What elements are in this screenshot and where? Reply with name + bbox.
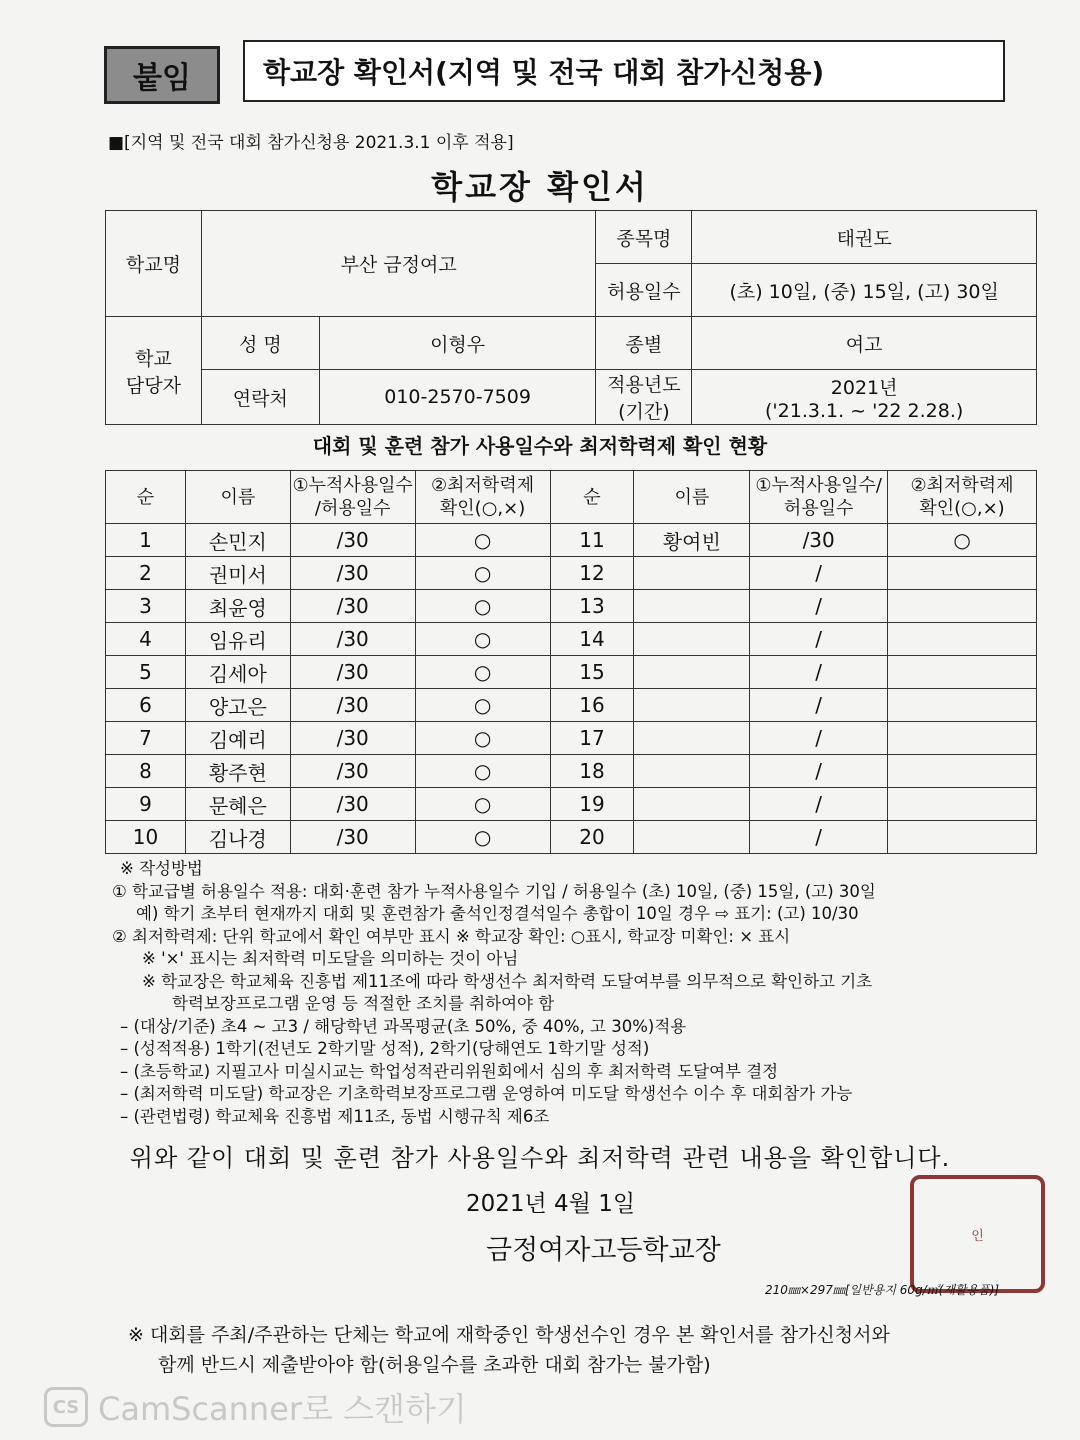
student-name-cell — [634, 656, 750, 689]
academic-check-cell — [888, 656, 1037, 689]
used-days-cell: /30 — [290, 623, 415, 656]
row-number-cell: 14 — [550, 623, 634, 656]
col-header-days-right-line1: ①누적사용일수/ — [755, 475, 882, 496]
year-value-cell — [692, 370, 1037, 425]
manager-label-line1: 학교 — [135, 347, 172, 370]
used-days-cell: /30 — [290, 821, 415, 854]
table-row — [106, 590, 1037, 623]
student-name-cell — [634, 689, 750, 722]
academic-check-cell: ○ — [415, 590, 550, 623]
academic-check-cell: ○ — [415, 821, 550, 854]
footer-note-line1: ※ 대회를 주최/주관하는 단체는 학교에 재학중인 학생선수인 경우 본 확인서를 참가신청서와 — [128, 1324, 890, 1346]
year-label — [596, 370, 692, 425]
academic-check-cell: ○ — [415, 623, 550, 656]
row-number-cell: 4 — [106, 623, 186, 656]
academic-check-cell — [888, 755, 1037, 788]
student-name-cell — [634, 821, 750, 854]
used-days-cell: /30 — [750, 524, 888, 557]
table-header-row — [106, 471, 1037, 524]
document-title: 학교장 확인서 — [431, 168, 649, 206]
note-item: – (최저학력 미도달) 학교장은 기초학력보장프로그램 운영하여 미도달 학생선수 이수 후 대회참가 가능 — [120, 1084, 853, 1103]
used-days-cell: /30 — [290, 524, 415, 557]
note-item: ※ '×' 표시는 최저학력 미도달을 의미하는 것이 아님 — [142, 949, 519, 968]
student-name-cell: 문혜은 — [185, 788, 290, 821]
used-days-cell: / — [750, 656, 888, 689]
manager-label — [106, 317, 202, 425]
used-days-cell: /30 — [290, 557, 415, 590]
col-header-days-right — [750, 471, 888, 524]
official-seal: 인 — [910, 1175, 1045, 1293]
header-title-box: 학교장 확인서(지역 및 전국 대회 참가신청용) — [243, 40, 1005, 102]
info-table — [105, 210, 1037, 425]
student-name-cell: 황여빈 — [634, 524, 750, 557]
camscanner-icon: CS — [44, 1387, 88, 1427]
student-name-cell: 임유리 — [185, 623, 290, 656]
row-number-cell: 2 — [106, 557, 186, 590]
event-value: 태권도 — [692, 211, 1037, 264]
academic-check-cell — [888, 557, 1037, 590]
note-item: ① 학교급별 허용일수 적용: 대회·훈련 참가 누적사용일수 기입 / 허용일수 (초) 10일, (중) 15일, (고) 30일 — [112, 881, 876, 901]
used-days-cell: /30 — [290, 788, 415, 821]
row-number-cell: 6 — [106, 689, 186, 722]
row-number-cell: 1 — [106, 524, 186, 557]
student-name-cell — [634, 590, 750, 623]
used-days-cell: /30 — [290, 590, 415, 623]
note-item: – (대상/기준) 초4 ~ 고3 / 해당학년 과목평균(초 50%, 중 40%, 고 30%)적용 — [120, 1016, 687, 1036]
summary-title: 대회 및 훈련 참가 사용일수와 최저학력제 확인 현황 — [312, 434, 768, 458]
name-value: 이형우 — [319, 317, 596, 370]
table-row — [106, 524, 1037, 557]
academic-check-cell: ○ — [415, 722, 550, 755]
student-name-cell — [634, 788, 750, 821]
student-name-cell — [634, 722, 750, 755]
used-days-cell: / — [750, 821, 888, 854]
allowed-days-label: 허용일수 — [596, 264, 692, 317]
student-name-cell: 권미서 — [185, 557, 290, 590]
used-days-cell: /30 — [290, 689, 415, 722]
col-header-academic-line1: ②최저학력제 — [431, 475, 535, 496]
note-item: 학력보장프로그램 운영 등 적절한 조치를 취하여야 함 — [172, 994, 555, 1013]
issue-date: 2021년 4월 1일 — [466, 1191, 636, 1217]
used-days-cell: / — [750, 722, 888, 755]
row-number-cell: 7 — [106, 722, 186, 755]
col-header-no-right: 순 — [550, 471, 634, 524]
col-header-days-line2: /허용일수 — [314, 498, 391, 519]
academic-check-cell — [888, 623, 1037, 656]
contact-value: 010-2570-7509 — [319, 370, 596, 425]
academic-check-cell: ○ — [415, 557, 550, 590]
year-value: 2021년 — [830, 376, 898, 399]
student-name-cell: 양고은 — [185, 689, 290, 722]
footer-note — [128, 1320, 1028, 1380]
col-header-name-right: 이름 — [634, 471, 750, 524]
manager-label-line2: 담당자 — [125, 374, 181, 397]
student-name-cell: 김예리 — [185, 722, 290, 755]
col-header-days — [290, 471, 415, 524]
row-number-cell: 18 — [550, 755, 634, 788]
academic-check-cell: ○ — [415, 755, 550, 788]
school-label: 학교명 — [106, 211, 202, 317]
row-number-cell: 10 — [106, 821, 186, 854]
student-name-cell — [634, 755, 750, 788]
used-days-cell: /30 — [290, 755, 415, 788]
category-label: 종별 — [596, 317, 692, 370]
principal-signature: 금정여자고등학교장 — [486, 1235, 721, 1266]
col-header-academic-right — [888, 471, 1037, 524]
used-days-cell: / — [750, 755, 888, 788]
watermark-text: CamScanner로 스캔하기 — [98, 1390, 467, 1428]
row-number-cell: 13 — [550, 590, 634, 623]
col-header-academic-right-line1: ②최저학력제 — [910, 475, 1014, 496]
confirmation-statement: 위와 같이 대회 및 훈련 참가 사용일수와 최저학력 관련 내용을 확인합니다. — [129, 1144, 951, 1172]
used-days-cell: / — [750, 623, 888, 656]
writing-notes — [112, 858, 1042, 1128]
used-days-cell: / — [750, 557, 888, 590]
note-item: – (초등학교) 지필고사 미실시교는 학업성적관리위원회에서 심의 후 최저학력 도달여부 결정 — [120, 1061, 779, 1081]
contact-label: 연락처 — [201, 370, 319, 425]
col-header-academic — [415, 471, 550, 524]
col-header-academic-right-line2: 확인(○,×) — [919, 498, 1005, 519]
used-days-cell: /30 — [290, 722, 415, 755]
row-number-cell: 20 — [550, 821, 634, 854]
row-number-cell: 17 — [550, 722, 634, 755]
attachment-badge: 붙임 — [104, 46, 220, 104]
used-days-cell: /30 — [290, 656, 415, 689]
note-item: ※ 학교장은 학교체육 진흥법 제11조에 따라 학생선수 최저학력 도달여부를 의무적으로 확인하고 기초 — [142, 971, 873, 991]
table-row — [106, 722, 1037, 755]
note-item: 예) 학기 초부터 현재까지 대회 및 훈련참가 출석인정결석일수 총합이 10일 경우 ⇨ 표기: (고) 10/30 — [136, 904, 859, 923]
academic-check-cell: ○ — [415, 788, 550, 821]
table-row — [106, 788, 1037, 821]
table-row — [106, 755, 1037, 788]
student-name-cell: 황주현 — [185, 755, 290, 788]
participation-table — [105, 470, 1037, 854]
school-value: 부산 금정여고 — [201, 211, 596, 317]
category-value: 여고 — [692, 317, 1037, 370]
row-number-cell: 19 — [550, 788, 634, 821]
col-header-academic-line2: 확인(○,×) — [439, 498, 526, 519]
used-days-cell: / — [750, 689, 888, 722]
table-row — [106, 656, 1037, 689]
academic-check-cell — [888, 788, 1037, 821]
row-number-cell: 8 — [106, 755, 186, 788]
used-days-cell: / — [750, 788, 888, 821]
period-value: ('21.3.1. ~ '22 2.28.) — [765, 399, 964, 422]
academic-check-cell: ○ — [415, 524, 550, 557]
academic-check-cell — [888, 689, 1037, 722]
year-label-line1: 적용년도 — [607, 374, 681, 396]
row-number-cell: 5 — [106, 656, 186, 689]
row-number-cell: 9 — [106, 788, 186, 821]
footer-note-line2: 함께 반드시 제출받아야 함(허용일수를 초과한 대회 참가는 불가함) — [158, 1354, 711, 1376]
allowed-days-value: (초) 10일, (중) 15일, (고) 30일 — [692, 264, 1037, 317]
row-number-cell: 3 — [106, 590, 186, 623]
note-item: – (성적적용) 1학기(전년도 2학기말 성적), 2학기(당해연도 1학기말 성적) — [120, 1039, 650, 1058]
academic-check-cell — [888, 821, 1037, 854]
table-row — [106, 821, 1037, 854]
table-row — [106, 689, 1037, 722]
col-header-days-right-line2: 허용일수 — [783, 498, 854, 519]
col-header-name: 이름 — [185, 471, 290, 524]
academic-check-cell: ○ — [888, 524, 1037, 557]
academic-check-cell — [888, 590, 1037, 623]
student-name-cell: 김나경 — [185, 821, 290, 854]
student-name-cell: 최윤영 — [185, 590, 290, 623]
apply-note: ■[지역 및 전국 대회 참가신청용 2021.3.1 이후 적용] — [108, 133, 514, 153]
academic-check-cell: ○ — [415, 689, 550, 722]
col-header-days-line1: ①누적사용일수 — [292, 475, 413, 496]
notes-heading: ※ 작성방법 — [120, 859, 203, 878]
paper-size-note: 210㎜×297㎜[일반용지 60g/㎡(재활용품)] — [765, 1283, 1000, 1297]
table-row — [106, 557, 1037, 590]
student-name-cell: 김세아 — [185, 656, 290, 689]
row-number-cell: 11 — [550, 524, 634, 557]
note-item: ② 최저학력제: 단위 학교에서 확인 여부만 표시 ※ 학교장 확인: ○표시, 학교장 미확인: × 표시 — [112, 926, 791, 946]
student-name-cell: 손민지 — [185, 524, 290, 557]
student-name-cell — [634, 623, 750, 656]
academic-check-cell — [888, 722, 1037, 755]
scanner-watermark — [44, 1384, 467, 1430]
note-item: – (관련법령) 학교체육 진흥법 제11조, 동법 시행규칙 제6조 — [120, 1106, 550, 1126]
name-label: 성 명 — [201, 317, 319, 370]
row-number-cell: 16 — [550, 689, 634, 722]
year-label-line2: (기간) — [618, 401, 670, 423]
event-label: 종목명 — [596, 211, 692, 264]
row-number-cell: 12 — [550, 557, 634, 590]
row-number-cell: 15 — [550, 656, 634, 689]
student-name-cell — [634, 557, 750, 590]
used-days-cell: / — [750, 590, 888, 623]
table-row — [106, 623, 1037, 656]
academic-check-cell: ○ — [415, 656, 550, 689]
col-header-no: 순 — [106, 471, 186, 524]
